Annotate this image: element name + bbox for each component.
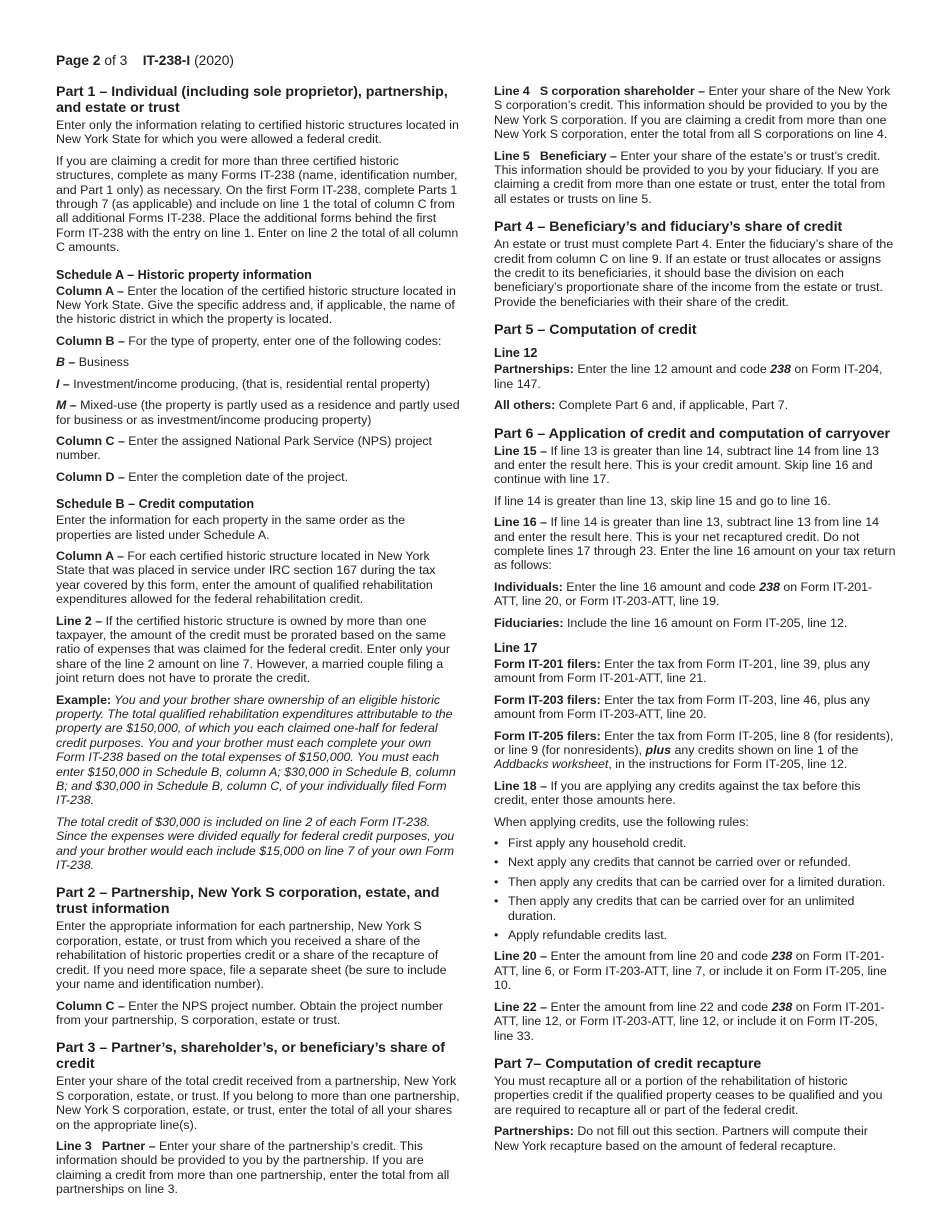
page-of: of 3 (100, 53, 128, 68)
part4-p1: An estate or trust must complete Part 4. Enter the fiduciary’s share of the credit from column C on line 9. If an estate or trust allocates or assigns the credit to its beneficiaries, it should base the division on each beneficiary’s proportionate share of the income from the estate or trust. Provide the beneficiaries with their share of the credit. (494, 237, 894, 309)
part2-column-c: Column C – Enter the NPS project number. Obtain the project number from your partnership, S corporation, estate or trust. (56, 998, 444, 1027)
part5-title: Part 5 – Computation of credit (494, 322, 697, 339)
list-item: • Then apply any credits that can be carried over for an unlimited duration. (494, 894, 896, 923)
part1-p2: If you are claiming a credit for more than three certified historic structures, complete as many Forms IT-238 (name, identification number, and Part 1 only) as necessary. On the first Form IT-238, complete Parts 1 through 7 (as applicable) and include on line 1 the total of column C from all additional Forms IT-238. Place the additional forms behind the first Form IT-238 with the entry on line 1. Enter on line 2 the total of all column C amounts. (56, 153, 459, 255)
page-header (56, 54, 234, 68)
line-12-heading: Line 12 (494, 346, 538, 361)
part1-p1: Enter only the information relating to certified historic structures located in New York State for which you were allowed a federal credit. (56, 118, 459, 147)
form-it205-filers: Form IT-205 filers: Enter the tax from Form IT-205, line 8 (for residents), or line 9 (for nonresidents), plus any credits shown on line 1 of the Addbacks worksheet, in the instructions for Form IT-205, line 12. (494, 728, 894, 772)
rules-intro: When applying credits, use the following rules: (494, 814, 749, 829)
list-item: • Next apply any credits that cannot be carried over or refunded. (494, 855, 896, 869)
form-year: (2020) (194, 53, 234, 68)
schedule-b-p1: Enter the information for each property in the same order as the properties are listed under Schedule A. (56, 513, 406, 542)
part2-title: Part 2 – Partnership, New York S corporation, estate, and trust information (56, 885, 440, 918)
line-22: Line 22 – Enter the amount from line 22 and code 238 on Form IT-201-ATT, line 12, or Form IT-203-ATT, line 12, or include it on Form IT-205, line 33. (494, 999, 885, 1043)
part6-title: Part 6 – Application of credit and computation of carryover (494, 425, 891, 442)
line-4: Line 4 S corporation shareholder – Enter your share of the New York S corporation’s credit. This information should be provided to you by the New York S corporation. If you are claiming a credit from more than one New York S corporation, enter the total from all S corporations on line 4. (494, 84, 891, 142)
form-it201-filers: Form IT-201 filers: Enter the tax from Form IT-201, line 39, plus any amount from Form IT-201-ATT, line 21. (494, 656, 871, 686)
schedule-a-title: Schedule A – Historic property information (56, 267, 312, 282)
line-15: Line 15 – If line 13 is greater than line 14, subtract line 14 from line 13 and enter the result here. This is your credit amount. Skip line 16 and continue with line 17. (494, 443, 880, 487)
part1-title: Part 1 – Individual (including sole proprietor), partnership, and estate or trust (56, 84, 448, 116)
left-column (56, 84, 460, 1204)
part3-p1: Enter your share of the total credit received from a partnership, New York S corporation, estate, or trust. If you belong to more than one partnership, New York S corporation, estate, or trust, enter the total of all your shares on the appropriate line(s). (56, 1074, 460, 1132)
line-20: Line 20 – Enter the amount from line 20 and code 238 on Form IT-201-ATT, line 6, or Form IT-203-ATT, line 7, or include it on Form IT-205, line 10. (494, 949, 887, 993)
list-item: • Then apply any credits that can be carried over for a limited duration. (494, 875, 896, 889)
individuals: Individuals: Enter the line 16 amount and code 238 on Form IT-201-ATT, line 20, or Form IT-203-ATT, line 19. (494, 579, 873, 609)
example-continued: The total credit of $30,000 is included on line 2 of each Form IT-238. Since the expenses were divided equally for federal credit purposes, you and your brother would each include $15,000 on line 7 of your own Form IT-238. (56, 814, 455, 873)
part4-title: Part 4 – Beneficiary’s and fiduciary’s share of credit (494, 219, 843, 236)
line-3: Line 3 Partner – Enter your share of the partnership’s credit. This information should be provided to you by the partnership. If you are claiming a credit from more than one partnership, enter the total from all partnerships on line 3. (56, 1138, 450, 1197)
schedule-b-column-a: Column A – For each certified historic structure located in New York State that was placed in service under IRC section 167 during the tax year covered by this form, enter the amount of qualified rehabilitation expenditures allowed for the federal rehabilitation credit. (56, 548, 436, 607)
part7-p1: You must recapture all or a portion of the rehabilitation of historic properties credit if the qualified property ceases to be qualified and you are required to recapture all or part of the federal credit. (494, 1073, 883, 1117)
code-m: M – Mixed-use (the property is partly used as a residence and partly used for business or as investment/income producing property) (56, 398, 460, 427)
page-number: Page 2 (56, 53, 101, 68)
fiduciaries: Fiduciaries: Include the line 16 amount on Form IT-205, line 12. (494, 615, 848, 630)
line-16: Line 16 – If line 14 is greater than line 13, subtract line 13 from line 14 and enter the result here. This is your net recaptured credit. Do not complete lines 17 through 23. Enter the line 16 amount on your tax return as follows: (494, 515, 896, 573)
part2-p1: Enter the appropriate information for each partnership, New York S corporation, estate, or trust from which you received a share of the rehabilitation of historic properties credit or a share of the recapture of credit. If you need more space, file a separate sheet (be sure to include your name and identification number). (56, 919, 447, 992)
part5-all-others: All others: Complete Part 6 and, if applicable, Part 7. (494, 398, 789, 413)
schedule-a-column-c: Column C – Enter the assigned National Park Service (NPS) project number. (56, 433, 432, 463)
list-item: • First apply any household credit. (494, 836, 896, 850)
example: Example: You and your brother share ownership of an eligible historic property. The total qualified rehabilitation expenditures attributable to the property are $150,000, of which you each claimed one-half for federal credit purposes. You and your brother must each complete your own Form IT-238 based on the total expenses of $150,000. You must each enter $150,000 in Schedule B, column A; $30,000 in Schedule B, column B; and $30,000 in Schedule B, column C, of your individually filed Form IT-238. (56, 692, 456, 808)
schedule-b-line-2: Line 2 – If the certified historic structure is owned by more than one taxpayer, the amount of the credit must be prorated based on the same ratio of expenses that was claimed for the federal credit. Enter only your share of the line 2 amount on line 7. However, a married couple filing a joint return does not have to prorate the credit. (56, 613, 450, 686)
part7-partnerships: Partnerships: Do not fill out this section. Partners will compute their New York recapture based on the amount of federal recapture. (494, 1124, 868, 1153)
schedule-a-column-b: Column B – For the type of property, enter one of the following codes: (56, 333, 442, 348)
part5-partnerships: Partnerships: Enter the line 12 amount and code 238 on Form IT-204, line 147. (494, 362, 883, 391)
form-it203-filers: Form IT-203 filers: Enter the tax from Form IT-203, line 46, plus any amount from Form IT-203-ATT, line 20. (494, 692, 871, 722)
line-5: Line 5 Beneficiary – Enter your share of the estate’s or trust’s credit. This information should be provided to you by your fiduciary. If you are claiming a credit from more than one estate or trust, enter the total from all estates or trusts on line 5. (494, 148, 886, 206)
code-b: B – Business (56, 355, 130, 370)
schedule-a-column-d: Column D – Enter the completion date of the project. (56, 469, 349, 484)
code-i: I – Investment/income producing, (that is, residential rental property) (56, 376, 430, 391)
list-item: • Apply refundable credits last. (494, 928, 896, 942)
right-column (494, 84, 896, 1160)
schedule-b-title: Schedule B – Credit computation (56, 497, 255, 512)
line-18: Line 18 – If you are applying any credits against the tax before this credit, enter those amounts here. (494, 778, 861, 808)
skip-line-15: If line 14 is greater than line 13, skip line 15 and go to line 16. (494, 493, 831, 508)
form-id: IT-238-I (142, 53, 191, 68)
part3-title: Part 3 – Partner’s, shareholder’s, or beneficiary’s share of credit (56, 1040, 446, 1073)
line-17-heading: Line 17 (494, 640, 538, 655)
part7-title: Part 7– Computation of credit recapture (494, 1055, 762, 1072)
schedule-a-column-a: Column A – Enter the location of the certified historic structure located in New York State. Give the specific address and, if applicable, the name of the historic district in which the property is located. (56, 283, 456, 327)
rules-list (494, 836, 896, 942)
